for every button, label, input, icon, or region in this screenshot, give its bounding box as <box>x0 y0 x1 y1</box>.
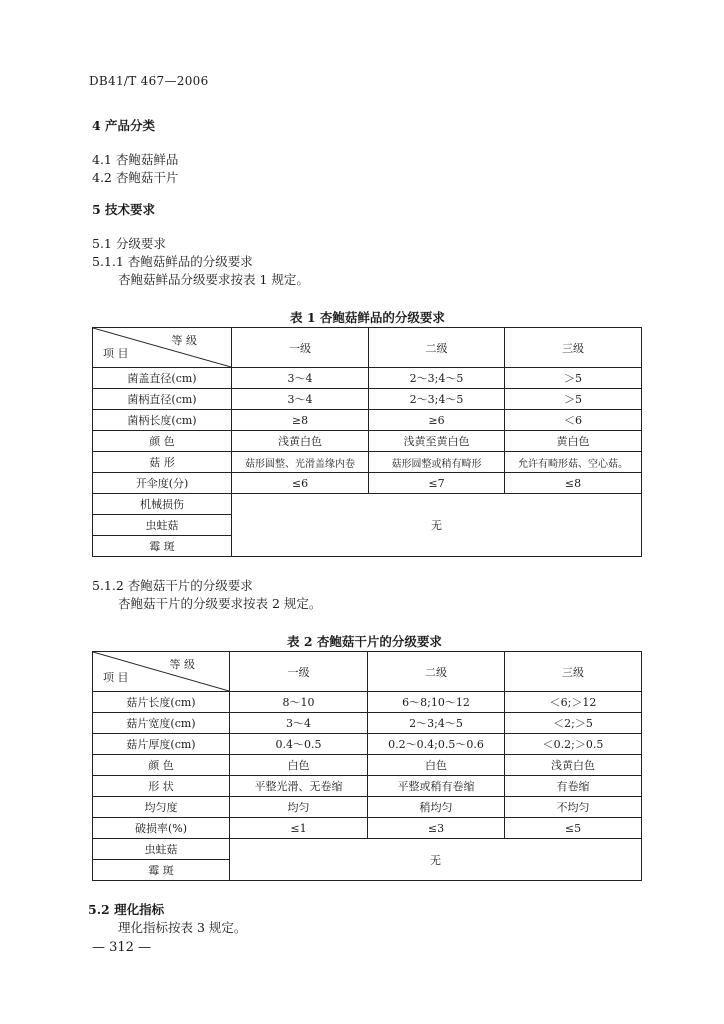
row-item: 菇片长度(cm) <box>93 692 230 713</box>
standard-number: DB41/T 467—2006 <box>89 74 209 88</box>
row-value: 允许有畸形菇、空心菇。 <box>505 452 642 473</box>
table1-grade-1: 一级 <box>232 328 369 368</box>
row-value: 平整或稍有卷缩 <box>368 776 505 797</box>
table-row <box>93 452 642 473</box>
row-value: 平整光滑、无卷缩 <box>230 776 368 797</box>
table2-grade-1: 一级 <box>230 652 368 692</box>
row-value: 0.4～0.5 <box>230 734 368 755</box>
merged-value-cell: 无 <box>230 839 642 881</box>
row-value: 浅黄白色 <box>232 431 369 452</box>
corner-grade-label: 等 级 <box>169 658 195 671</box>
row-value: 0.2～0.4;0.5～0.6 <box>368 734 505 755</box>
row-item: 开伞度(分) <box>93 473 232 494</box>
table-row <box>93 797 642 818</box>
row-value: ≤6 <box>232 473 369 494</box>
row-value: 有卷缩 <box>505 776 642 797</box>
row-value: ≤7 <box>369 473 505 494</box>
section-5-heading: 5 技术要求 <box>92 202 156 217</box>
table2-corner-cell <box>93 652 230 692</box>
row-value: ＜2;＞5 <box>505 713 642 734</box>
clause-5-1: 5.1 分级要求 <box>92 236 166 251</box>
row-value: 稍均匀 <box>368 797 505 818</box>
row-item: 菇 形 <box>93 452 232 473</box>
row-value: 不均匀 <box>505 797 642 818</box>
row-value: 白色 <box>368 755 505 776</box>
row-value: 2～3;4～5 <box>369 368 505 389</box>
table-row <box>93 389 642 410</box>
clause-5-1-1-text: 杏鲍菇鲜品分级要求按表 1 规定。 <box>118 272 309 287</box>
table-row <box>93 734 642 755</box>
row-value: 2～3;4～5 <box>369 389 505 410</box>
clause-5-1-1: 5.1.1 杏鲍菇鲜品的分级要求 <box>92 254 253 269</box>
table-row <box>93 410 642 431</box>
table1-title: 表 1 杏鲍菇鲜品的分级要求 <box>290 310 445 325</box>
clause-5-2: 5.2 理化指标 <box>88 902 165 917</box>
table1-corner-cell <box>93 328 232 368</box>
row-value: 菇形圆整、光滑盖缘内卷 <box>232 452 369 473</box>
table-row <box>93 431 642 452</box>
table-row <box>93 473 642 494</box>
row-value: 均匀 <box>230 797 368 818</box>
table-row <box>93 692 642 713</box>
table1 <box>92 327 642 557</box>
row-item: 菌盖直径(cm) <box>93 368 232 389</box>
row-value: 3～4 <box>232 368 369 389</box>
table2-grade-3: 三级 <box>505 652 642 692</box>
table-row <box>93 755 642 776</box>
section-4-heading: 4 产品分类 <box>92 118 156 133</box>
row-value: ≤3 <box>368 818 505 839</box>
corner-item-label: 项 目 <box>103 347 129 360</box>
row-value: ≤1 <box>230 818 368 839</box>
row-item: 破损率(%) <box>93 818 230 839</box>
row-value: ＜0.2;＞0.5 <box>505 734 642 755</box>
row-item: 菇片宽度(cm) <box>93 713 230 734</box>
row-value: 浅黄至黄白色 <box>369 431 505 452</box>
row-value: 白色 <box>230 755 368 776</box>
table-row <box>93 494 642 515</box>
merged-value-cell: 无 <box>232 494 642 557</box>
row-value: 黄白色 <box>505 431 642 452</box>
table-row <box>93 818 642 839</box>
table2-grade-2: 二级 <box>368 652 505 692</box>
row-item: 菇片厚度(cm) <box>93 734 230 755</box>
row-value: 6～8;10～12 <box>368 692 505 713</box>
row-value: ≥6 <box>369 410 505 431</box>
row-value: ＞5 <box>505 389 642 410</box>
table1-grade-3: 三级 <box>505 328 642 368</box>
clause-4-2: 4.2 杏鲍菇干片 <box>92 170 179 185</box>
row-value: ＜6;＞12 <box>505 692 642 713</box>
clause-5-1-2: 5.1.2 杏鲍菇干片的分级要求 <box>92 578 253 593</box>
row-value: 2～3;4～5 <box>368 713 505 734</box>
clause-5-1-2-text: 杏鲍菇干片的分级要求按表 2 规定。 <box>118 596 322 611</box>
row-value: ＜6 <box>505 410 642 431</box>
row-value: 3～4 <box>230 713 368 734</box>
table-row <box>93 368 642 389</box>
corner-item-label: 项 目 <box>103 671 129 684</box>
row-item: 虫蛀菇 <box>93 839 230 860</box>
table2-title: 表 2 杏鲍菇干片的分级要求 <box>287 634 442 649</box>
row-item: 虫蛀菇 <box>93 515 232 536</box>
clause-4-1: 4.1 杏鲍菇鲜品 <box>92 152 179 167</box>
table-row <box>93 839 642 860</box>
row-item: 菌柄长度(cm) <box>93 410 232 431</box>
row-item: 形 状 <box>93 776 230 797</box>
table2 <box>92 651 642 881</box>
table-row <box>93 776 642 797</box>
row-value: 3～4 <box>232 389 369 410</box>
row-item: 霉 斑 <box>93 860 230 881</box>
row-item: 颜 色 <box>93 755 230 776</box>
row-value: 8～10 <box>230 692 368 713</box>
row-item: 菌柄直径(cm) <box>93 389 232 410</box>
row-item: 霉 斑 <box>93 536 232 557</box>
table1-grade-2: 二级 <box>369 328 505 368</box>
row-item: 颜 色 <box>93 431 232 452</box>
page-number: — 312 — <box>92 940 152 955</box>
row-value: ＞5 <box>505 368 642 389</box>
row-value: ≤5 <box>505 818 642 839</box>
row-value: 菇形圆整或稍有畸形 <box>369 452 505 473</box>
clause-5-2-text: 理化指标按表 3 规定。 <box>118 920 247 935</box>
row-value: 浅黄白色 <box>505 755 642 776</box>
row-value: ≥8 <box>232 410 369 431</box>
row-value: ≤8 <box>505 473 642 494</box>
table-row <box>93 713 642 734</box>
row-item: 均匀度 <box>93 797 230 818</box>
corner-grade-label: 等 级 <box>171 334 197 347</box>
row-item: 机械损伤 <box>93 494 232 515</box>
